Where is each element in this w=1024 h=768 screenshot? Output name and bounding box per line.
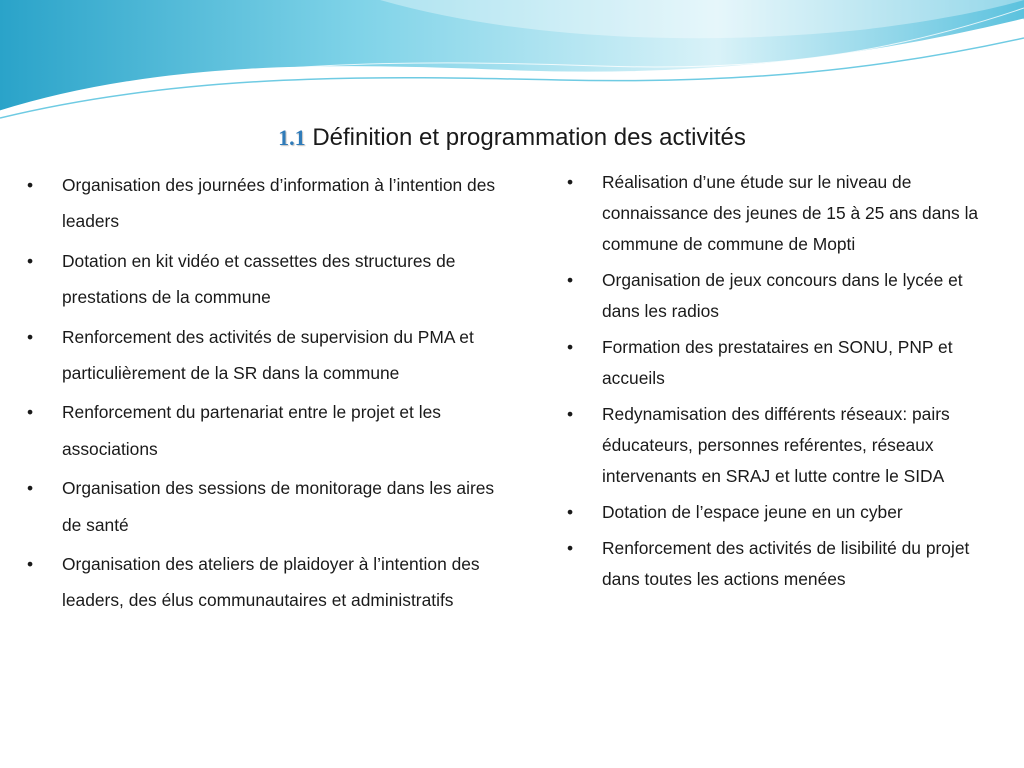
bullet-item — [565, 533, 1005, 595]
bullet-dot-icon: • — [567, 404, 574, 424]
title-text: Définition et programmation des activités — [312, 124, 746, 151]
bullet-dot-icon: • — [567, 270, 574, 290]
bullet-item — [25, 546, 515, 619]
bullet-dot-icon: • — [27, 250, 34, 271]
bullet-dot-icon: • — [567, 502, 574, 522]
bullet-dot-icon: • — [27, 326, 34, 347]
bullet-text: Renforcement des activités de supervision du PMA et particulièrement de la SR dans la commune — [62, 326, 474, 384]
bullet-item — [25, 394, 515, 467]
bullet-text: Renforcement du partenariat entre le projet et les associations — [62, 402, 441, 459]
left-bullet-list — [25, 167, 515, 622]
bullet-item — [25, 470, 515, 543]
bullet-text: Réalisation d’une étude sur le niveau de connaissance des jeunes de 15 à 25 ans dans la commune de commune de Mopti — [602, 172, 979, 254]
bullet-text: Dotation en kit vidéo et cassettes des structures de prestations de la commune — [62, 250, 456, 308]
bullet-item — [565, 497, 1005, 528]
bullet-dot-icon: • — [27, 478, 34, 499]
bullet-text: Organisation des ateliers de plaidoyer à l’intention des leaders, des élus communautaires et administratifs — [62, 554, 480, 611]
bullet-item — [25, 243, 515, 316]
bullet-dot-icon: • — [27, 554, 34, 575]
bullet-dot-icon: • — [567, 337, 574, 357]
bullet-dot-icon: • — [27, 175, 34, 195]
title-number: 1.1 — [278, 125, 306, 150]
slide-title — [0, 124, 1024, 152]
bullet-text: Organisation des journées d’information à l’intention des leaders — [62, 175, 496, 232]
bullet-text: Organisation des sessions de monitorage dans les aires de santé — [62, 478, 495, 535]
bullet-dot-icon: • — [27, 402, 34, 423]
header-wave-decoration — [0, 0, 1024, 120]
bullet-item — [565, 399, 1005, 492]
bullet-text: Formation des prestataires en SONU, PNP et accueils — [602, 337, 953, 388]
right-bullet-list — [565, 167, 1005, 600]
bullet-text: Renforcement des activités de lisibilité du projet dans toutes les actions menées — [602, 538, 970, 589]
bullet-text: Dotation de l’espace jeune en un cyber — [602, 502, 903, 522]
bullet-item — [25, 167, 515, 240]
bullet-dot-icon: • — [567, 172, 574, 192]
bullet-dot-icon: • — [567, 538, 574, 558]
bullet-item — [565, 167, 1005, 260]
bullet-text: Redynamisation des différents réseaux: pairs éducateurs, personnes reférentes, réseaux intervenants en SRAJ et lutte contre le SIDA — [602, 404, 950, 486]
bullet-text: Organisation de jeux concours dans le lycée et dans les radios — [602, 270, 963, 321]
bullet-item — [565, 265, 1005, 327]
bullet-item — [565, 332, 1005, 394]
bullet-item — [25, 319, 515, 392]
